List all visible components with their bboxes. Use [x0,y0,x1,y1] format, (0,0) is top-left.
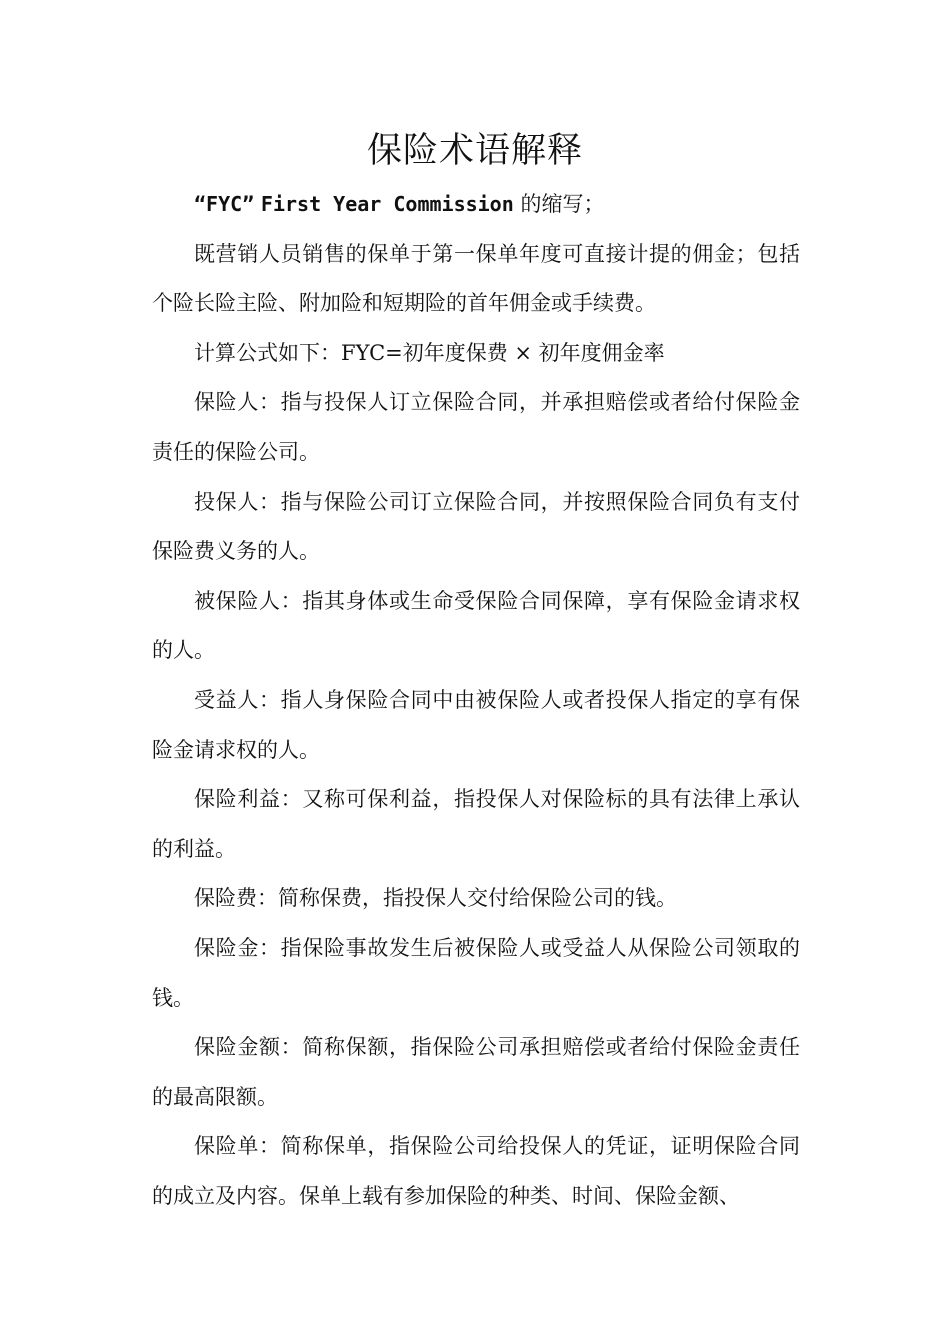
document-body [152,180,800,1221]
paragraph-insurable-interest: 保险利益：又称可保利益，指投保人对保险标的具有法律上承认的利益。 [152,787,800,861]
paragraph-insured: 被保险人：指其身体或生命受保险合同保障，享有保险金请求权的人。 [152,588,800,663]
page-title: 保险术语解释 [366,131,583,171]
paragraph-insurer: 保险人：指与投保人订立保险合同，并承担赔偿或者给付保险金责任的保险公司。 [152,390,800,464]
fyc-full-term: First Year Commission [260,192,514,216]
paragraph-premium: 保险费：简称保费，指投保人交付给保险公司的钱。 [194,886,677,911]
fyc-abbreviation: “FYC” [194,192,255,216]
paragraph-insurance-benefit: 保险金：指保险事故发生后被保险人或受益人从保险公司领取的钱。 [152,935,800,1010]
fyc-definition-line [152,180,800,230]
paragraph-sum-insured: 保险金额：简称保额，指保险公司承担赔偿或者给付保险金责任的最高限额。 [152,1035,800,1109]
paragraph-beneficiary: 受益人：指人身保险合同中由被保险人或者投保人指定的享有保险金请求权的人。 [152,687,800,762]
paragraph-fyc-formula: 计算公式如下：FYC=初年度保费 × 初年度佣金率 [194,340,665,365]
paragraph-policyholder: 投保人：指与保险公司订立保险合同，并按照保险合同负有支付保险费义务的人。 [152,489,800,564]
paragraph-fyc-explanation: 既营销人员销售的保单于第一保单年度可直接计提的佣金；包括个险长险主险、附加险和短期险的首年佣金或手续费。 [152,241,800,316]
fyc-suffix: 的缩写； [520,192,605,216]
paragraph-policy: 保险单：简称保单，指保险公司给投保人的凭证，证明保险合同的成立及内容。保单上载有参加保险的种类、时间、保险金额、 [152,1134,800,1208]
